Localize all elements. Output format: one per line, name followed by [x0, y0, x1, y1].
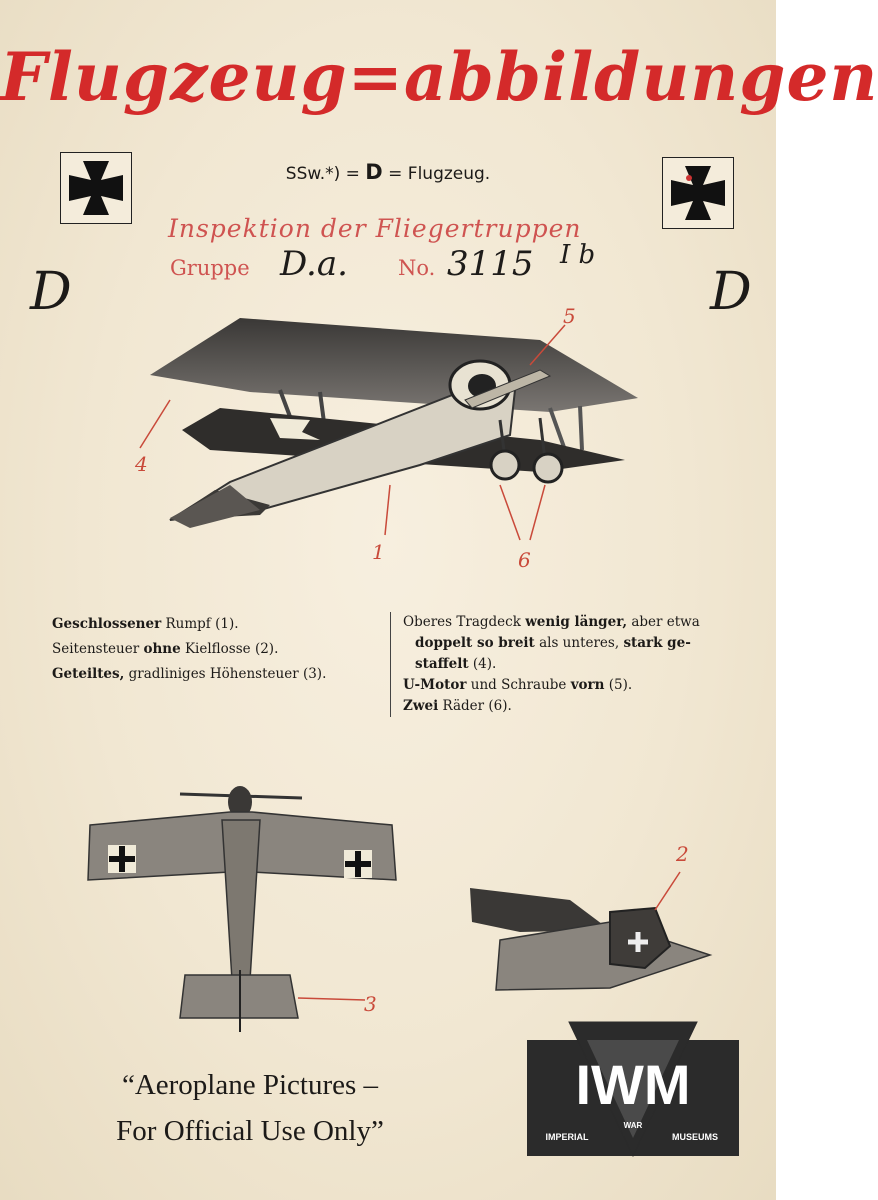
note-right-4-bold: U-Motor — [403, 677, 467, 693]
note-right-3-post: (4). — [468, 656, 497, 672]
label-1: 1 — [372, 540, 385, 564]
iwm-logo-left-word: IMPERIAL — [545, 1132, 589, 1142]
note-right-1 — [403, 612, 748, 633]
stamp-number-label: No. — [398, 256, 436, 280]
label-3: 3 — [364, 992, 377, 1016]
label-5: 5 — [563, 304, 576, 328]
handwritten-number: 3115 — [447, 244, 534, 284]
subtitle-suffix: = Flugzeug. — [388, 164, 491, 184]
note-right-5-bold: Zwei — [403, 698, 439, 714]
handwritten-group: D.a. — [280, 244, 348, 284]
iwm-logo-right-word: MUSEUMS — [671, 1132, 719, 1142]
stamp-line2: Gruppe — [170, 256, 250, 280]
note-left-1-bold: Geschlossener — [52, 616, 162, 632]
note-right-5 — [403, 696, 748, 717]
note-left-3 — [52, 662, 326, 687]
iwm-logo-letters: IWM — [575, 1053, 691, 1116]
note-right-1-pre: Oberes Tragdeck — [403, 614, 526, 630]
tail-detail-illustration — [460, 860, 720, 1000]
quote-line1: “Aeroplane Pictures – — [121, 1069, 379, 1101]
label-4: 4 — [135, 452, 148, 476]
stamp-line1: Inspektion der Fliegertruppen — [168, 214, 582, 243]
note-right-4-post: und Schraube — [466, 677, 571, 693]
note-left-2-pre: Seitensteuer — [52, 641, 144, 657]
page-title: Flugzeug=abbildungen — [0, 38, 878, 116]
corner-letter-right: D — [710, 262, 752, 322]
note-right-2-bold: doppelt so breit — [415, 635, 535, 651]
note-right-2-bold2: stark ge- — [623, 635, 691, 651]
note-left-3-text: gradliniges Höhensteuer (3). — [124, 666, 327, 682]
iwm-logo — [527, 1022, 739, 1156]
note-right-3 — [403, 654, 748, 675]
note-right-2-mid: als unteres, — [534, 635, 624, 651]
note-left-2 — [52, 637, 326, 662]
note-left-2-text: Kielflosse (2). — [180, 641, 279, 657]
note-right-1-post: aber etwa — [627, 614, 700, 630]
subtitle-letter: D — [365, 160, 383, 184]
quote-line2: For Official Use Only” — [116, 1115, 384, 1147]
note-right-2 — [403, 633, 748, 654]
note-right-4-bold2: vorn — [570, 677, 605, 693]
note-right-4-end: (5). — [604, 677, 633, 693]
note-right-5-post: Räder (6). — [438, 698, 512, 714]
iwm-logo-middle-word: WAR — [623, 1121, 643, 1130]
label-6: 6 — [518, 548, 531, 572]
biplane-side-view-illustration — [120, 300, 660, 560]
biplane-top-view-illustration — [80, 780, 410, 1040]
note-right-4 — [403, 675, 748, 696]
corner-letter-left: D — [30, 262, 72, 322]
notes-left — [52, 612, 326, 687]
note-left-1-text: Rumpf (1). — [161, 616, 239, 632]
handwritten-suffix: I b — [560, 240, 596, 270]
note-left-2-bold: ohne — [143, 641, 181, 657]
subtitle-prefix: SSw.*) = — [285, 164, 360, 184]
note-right-1-bold: wenig länger, — [525, 614, 628, 630]
note-left-3-bold: Geteiltes, — [52, 666, 125, 682]
red-stamp — [150, 210, 620, 290]
caption-quote — [40, 1062, 460, 1154]
note-left-1 — [52, 612, 326, 637]
left-iron-cross-icon — [60, 152, 132, 224]
label-2: 2 — [676, 842, 689, 866]
notes-right — [390, 612, 748, 717]
right-iron-cross-icon — [662, 157, 734, 229]
note-right-3-bold: staffelt — [415, 656, 469, 672]
